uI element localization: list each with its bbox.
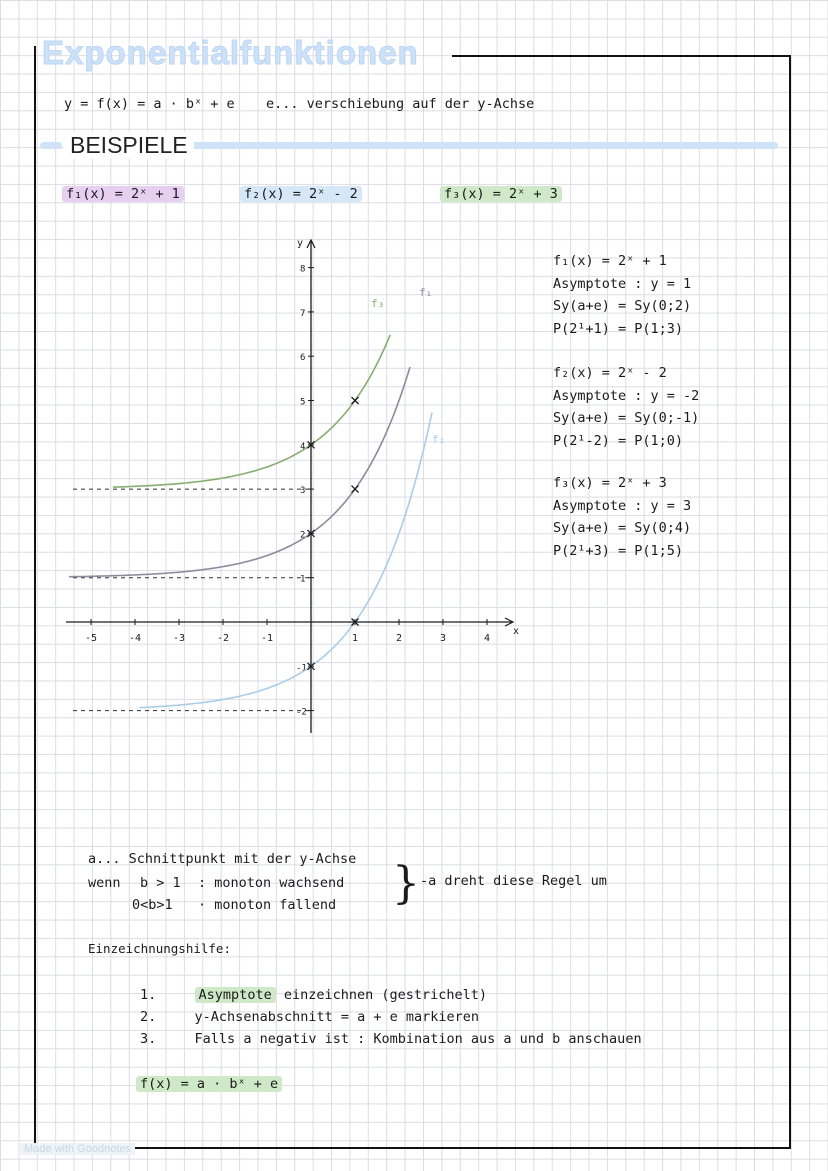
hilfe-step-3 <box>140 1031 642 1047</box>
y-tick-label: 2 <box>300 530 306 541</box>
rule-line-2-prefix: wenn <box>88 875 121 891</box>
goodnotes-watermark: Made with Goodnotes <box>20 1143 135 1155</box>
hilfe-step-2-number: 2. <box>140 1009 157 1025</box>
rule-brace-note: -a dreht diese Regel um <box>420 873 607 889</box>
notes-f1-line: Sy(a+e) = Sy(0;2) <box>553 298 692 314</box>
rule-brace: } <box>392 858 420 909</box>
final-formula <box>136 1076 282 1092</box>
curve-label-f1: f₁ <box>419 286 433 299</box>
hilfe-step-1-text: einzeichnen (gestrichelt) <box>275 987 488 1003</box>
y-tick-label: 6 <box>300 353 306 364</box>
y-tick-label: -2 <box>296 707 307 718</box>
x-tick-label: 4 <box>484 633 491 644</box>
notes-f2-line: Sy(a+e) = Sy(0;-1) <box>553 410 700 426</box>
notes-f1-line: f₁(x) = 2ˣ + 1 <box>553 253 667 269</box>
y-tick-label: 1 <box>300 574 306 585</box>
general-formula: y = f(x) = a · bˣ + e <box>64 96 235 112</box>
y-axis-label: y <box>297 238 304 249</box>
hilfe-step-1-number: 1. <box>140 987 157 1003</box>
point-marker <box>352 486 359 493</box>
notes-f1-line: Asymptote : y = 1 <box>553 275 692 292</box>
section-heading: BEISPIELE <box>64 132 194 159</box>
notes-f3-line: Sy(a+e) = Sy(0;4) <box>553 520 692 536</box>
notes-f2-line: Asymptote : y = -2 <box>553 387 700 404</box>
notes-f1 <box>553 250 691 340</box>
example-f3-text: f₃(x) = 2ˣ + 3 <box>440 186 562 202</box>
hilfe-heading: Einzeichnungshilfe: <box>88 941 231 956</box>
hilfe-step-3-number: 3. <box>140 1031 157 1047</box>
notes-f3-line: f₃(x) = 2ˣ + 3 <box>553 475 667 491</box>
y-tick-label: 3 <box>300 486 306 497</box>
notes-f1-line: P(2¹+1) = P(1;3) <box>553 320 684 337</box>
x-tick-label: 2 <box>396 633 403 644</box>
formula-explanation: e... verschiebung auf der y-Achse <box>266 96 535 112</box>
x-axis-label: x <box>513 626 520 637</box>
x-tick-label: 3 <box>440 633 447 644</box>
hilfe-step-3-text: Falls a negativ ist : Kombination aus a und b anschauen <box>194 1031 642 1047</box>
x-tick-label: -1 <box>261 633 274 644</box>
example-f1-text: f₁(x) = 2ˣ + 1 <box>62 186 184 202</box>
point-marker <box>352 397 359 404</box>
final-formula-text: f(x) = a · bˣ + e <box>136 1076 282 1092</box>
notes-f2-line: f₂(x) = 2ˣ - 2 <box>553 365 667 381</box>
page-title: Exponentialfunktionen <box>42 34 419 71</box>
curve-label-f2: f₂ <box>432 433 446 446</box>
curve-label-f3: f₃ <box>371 297 385 310</box>
y-tick-label: 8 <box>300 264 306 275</box>
notes-f3-line: P(2¹+3) = P(1;5) <box>553 542 684 559</box>
notes-f2 <box>553 362 699 452</box>
curve-f3 <box>113 335 390 487</box>
hilfe-step-1 <box>140 987 487 1003</box>
y-tick-label: 4 <box>300 441 306 452</box>
rule-line-2-condition: b > 1 <box>140 875 181 891</box>
hilfe-step-2-text: y-Achsenabschnitt = a + e markieren <box>194 1009 480 1025</box>
rule-line-3-text: · monoton fallend <box>198 897 337 913</box>
curve-f2 <box>139 413 432 708</box>
x-tick-label: -4 <box>129 633 142 644</box>
rule-line-2-text: : monoton wachsend <box>198 875 345 891</box>
y-tick-label: -1 <box>296 663 307 674</box>
notes-f2-line: P(2¹-2) = P(1;0) <box>553 432 684 449</box>
y-tick-label: 7 <box>300 308 306 319</box>
x-tick-label: -2 <box>217 633 230 644</box>
hilfe-step-1-highlight: Asymptote <box>195 987 276 1003</box>
x-tick-label: -5 <box>85 633 98 644</box>
example-f2-text: f₂(x) = 2ˣ - 2 <box>240 186 362 202</box>
rule-line-3-condition: 0<b>1 <box>132 897 173 913</box>
hilfe-step-2 <box>140 1009 479 1025</box>
notes-f3 <box>553 472 691 562</box>
x-tick-label: -3 <box>173 633 186 644</box>
curve-f1 <box>69 367 410 577</box>
y-tick-label: 5 <box>300 397 306 408</box>
notes-f3-line: Asymptote : y = 3 <box>553 497 692 514</box>
rule-line-1: a... Schnittpunkt mit der y-Achse <box>88 851 357 867</box>
x-tick-label: 1 <box>352 633 359 644</box>
